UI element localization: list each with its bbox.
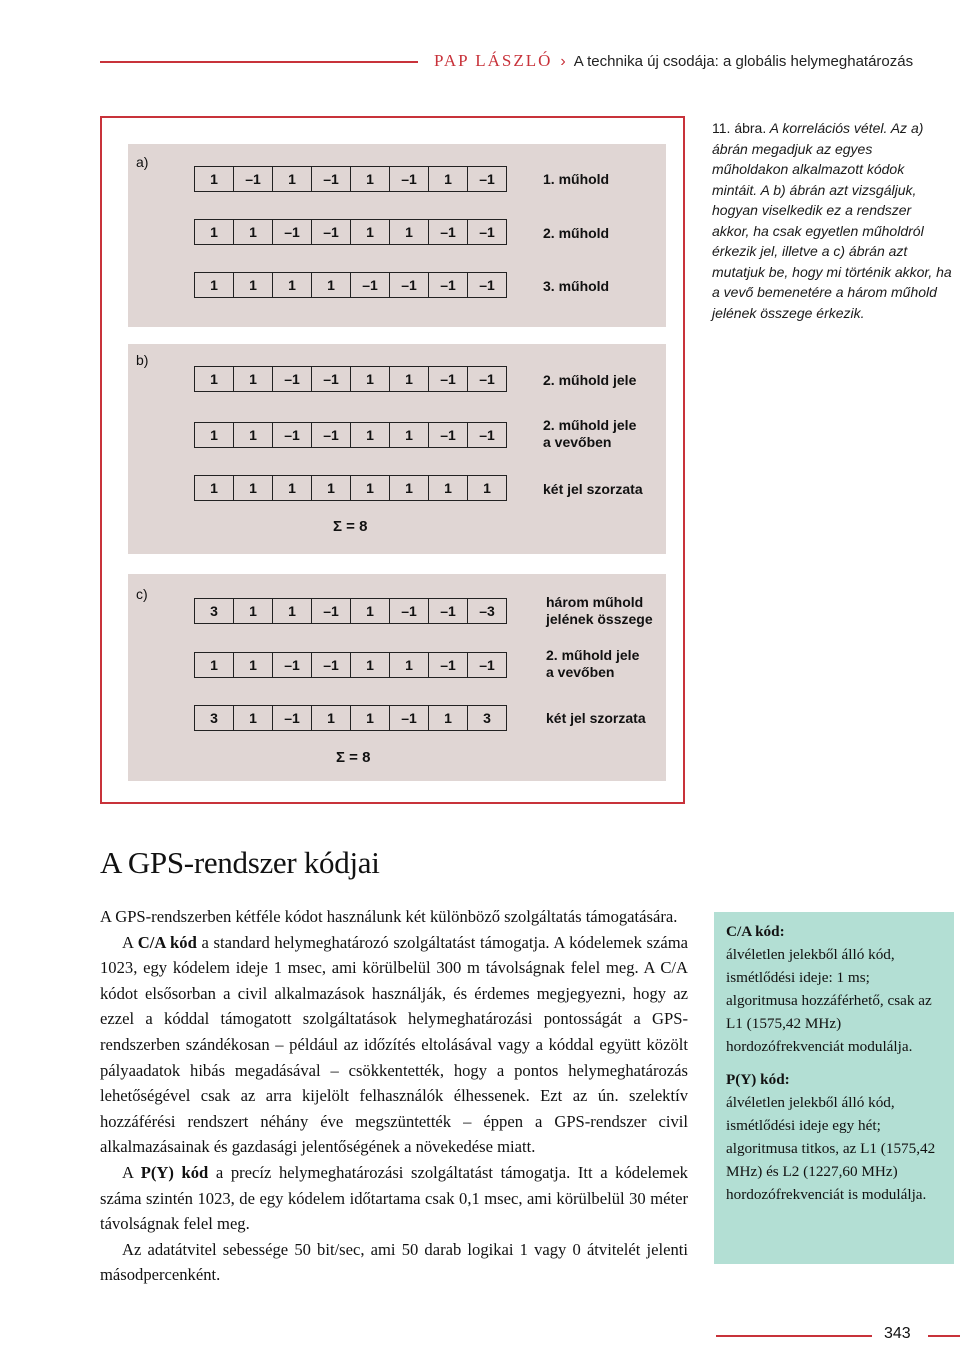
code-cell: –1 bbox=[429, 423, 468, 447]
text-run: a precíz helymeghatározási szolgáltatást támogatja. Itt a kódelemek száma szintén 1023, de egy kódelem időtartama csak 0,1 msec, ami körülbelül 30 méter távolságnak felel meg. bbox=[100, 1162, 688, 1234]
code-cell: 1 bbox=[429, 476, 468, 500]
code-cell: 1 bbox=[351, 167, 390, 191]
code-row bbox=[194, 705, 507, 731]
panel-b bbox=[128, 344, 666, 554]
code-cell: –3 bbox=[479, 603, 495, 619]
code-cell: 1 bbox=[234, 273, 273, 297]
code-cell: 1 bbox=[429, 706, 468, 730]
code-cell: 1 bbox=[234, 653, 273, 677]
code-row bbox=[194, 598, 507, 624]
row-label-line: jelének összege bbox=[546, 611, 653, 627]
chevron-right-icon: › bbox=[560, 53, 566, 70]
code-row bbox=[194, 422, 507, 448]
paragraph: A GPS-rendszerben kétféle kódot használunk két különböző szolgáltatás támogatására. bbox=[100, 907, 678, 926]
code-cell: 1 bbox=[234, 220, 273, 244]
term-py-code: P(Y) kód bbox=[140, 1162, 209, 1182]
panel-c-label: c) bbox=[136, 586, 148, 602]
row-label: 3. műhold bbox=[543, 278, 610, 294]
section-heading: A GPS-rendszer kódjai bbox=[100, 845, 380, 880]
term-ca-code: C/A kód bbox=[137, 932, 197, 952]
sum-label: Σ = 8 bbox=[333, 518, 368, 535]
code-cell: 1 bbox=[390, 367, 429, 391]
code-cell: 1 bbox=[429, 167, 468, 191]
code-cell: 1 bbox=[390, 476, 429, 500]
code-cell: –1 bbox=[479, 277, 495, 293]
row-label: 1. műhold bbox=[543, 171, 610, 187]
figure-correlation bbox=[100, 116, 685, 804]
panel-a bbox=[128, 144, 666, 327]
ca-title: C/A kód: bbox=[726, 923, 785, 940]
code-cell: 1 bbox=[312, 706, 351, 730]
row-label: két jel szorzata bbox=[546, 710, 646, 726]
footer-rule bbox=[716, 1335, 872, 1337]
code-cell: –1 bbox=[479, 657, 495, 673]
code-cell: –1 bbox=[273, 220, 312, 244]
code-cell: 1 bbox=[234, 599, 273, 623]
paragraph: Az adatátvitel sebessége 50 bit/sec, ami 50 darab logikai 1 vagy 0 átvitelét jelenti másodpercenként. bbox=[100, 1239, 688, 1285]
code-cell: 1 bbox=[273, 599, 312, 623]
text-run: a standard helymeghatározó szolgáltatást támogatja. A kódelemek száma 1023, egy kódelem ideje 1 msec, ami körülbelül 300 m távolságnak felel meg. A C/A kódot elsősorban a civil alkalmazások használják, és érdemes megjegyezni, hogy az ezzel a kóddal támogatott szolgáltatások helymeghatározási pontosságát a GPS-rendszerben szándékosan – például az időzítés eltolásával vagy a kóddal együtt közölt pályaadatok hibás megadásával – csökkentették, hogy a pontos helymeghatározás lehetőségével csak az arra kijelölt felhasználók élhessenek. Ezt az ún. szelektív hozzáférési rendszert néhány éve megszüntették – éppen a GPS-rendszer civil alkalmazásainak és gazdasági jelentőségének a növekedése miatt. bbox=[100, 932, 688, 1157]
code-cell: –1 bbox=[479, 171, 495, 187]
paragraph bbox=[100, 930, 688, 1160]
header-author: PAP LÁSZLÓ bbox=[434, 51, 553, 70]
code-cell: –1 bbox=[390, 273, 429, 297]
code-cell: 1 bbox=[390, 653, 429, 677]
text-run: A bbox=[122, 932, 138, 952]
code-cell: –1 bbox=[312, 423, 351, 447]
code-cell: 1 bbox=[234, 706, 273, 730]
code-row bbox=[194, 475, 507, 501]
code-cell: 1 bbox=[390, 423, 429, 447]
code-cell: –1 bbox=[429, 653, 468, 677]
code-cell: 1 bbox=[351, 423, 390, 447]
code-cell: –1 bbox=[390, 599, 429, 623]
code-cell: –1 bbox=[479, 224, 495, 240]
code-cell: –1 bbox=[273, 653, 312, 677]
code-row bbox=[194, 219, 507, 245]
code-cell: 1 bbox=[273, 167, 312, 191]
text-run: A bbox=[122, 1162, 141, 1182]
code-cell: 1 bbox=[195, 220, 234, 244]
body-text bbox=[100, 904, 688, 1288]
panel-b-label: b) bbox=[136, 352, 149, 368]
code-cell: 1 bbox=[234, 423, 273, 447]
code-cell: 1 bbox=[195, 367, 234, 391]
code-cell: 1 bbox=[195, 653, 234, 677]
code-cell: –1 bbox=[273, 706, 312, 730]
panel-a-label: a) bbox=[136, 154, 149, 170]
code-cell: –1 bbox=[312, 167, 351, 191]
row-label-line: 2. műhold jele bbox=[543, 417, 637, 433]
code-cell: –1 bbox=[429, 599, 468, 623]
code-row bbox=[194, 166, 507, 192]
figure-caption bbox=[712, 118, 952, 323]
code-cell: –1 bbox=[429, 273, 468, 297]
code-cell: 1 bbox=[195, 423, 234, 447]
code-cell: –1 bbox=[312, 367, 351, 391]
row-label-line: a vevőben bbox=[543, 434, 612, 450]
row-label-line: három műhold bbox=[546, 594, 644, 610]
code-row bbox=[194, 366, 507, 392]
header-rule bbox=[100, 61, 418, 63]
code-cell: 1 bbox=[273, 273, 312, 297]
code-cell: 1 bbox=[351, 476, 390, 500]
code-cell: 1 bbox=[273, 476, 312, 500]
footer-rule bbox=[928, 1335, 960, 1337]
code-cell: 1 bbox=[195, 273, 234, 297]
py-title: P(Y) kód: bbox=[726, 1071, 790, 1088]
page-number: 343 bbox=[884, 1325, 911, 1342]
code-cell: –1 bbox=[390, 706, 429, 730]
code-cell: –1 bbox=[312, 653, 351, 677]
code-cell: –1 bbox=[273, 423, 312, 447]
row-label bbox=[543, 417, 636, 451]
code-cell: 1 bbox=[351, 220, 390, 244]
code-cell: 1 bbox=[234, 476, 273, 500]
code-cell: –1 bbox=[429, 220, 468, 244]
code-cell: 1 bbox=[390, 220, 429, 244]
code-cell: –1 bbox=[273, 367, 312, 391]
code-cell: 3 bbox=[195, 706, 234, 730]
code-cell: 1 bbox=[195, 476, 234, 500]
caption-text: A korrelációs vétel. Az a) ábrán megadjuk az egyes műholdakon alkalmazott kódok mintáit. A b) ábrán azt vizsgáljuk, hogyan viselkedik ez a rendszer akkor, ha csak egyetlen műholdról érkezik jel, illetve a c) ábrán azt mutatjuk be, hogy mi történik akkor, ha a vevő bemenetére a három műhold jelének összege érkezik. bbox=[712, 120, 952, 321]
code-cell: 1 bbox=[483, 480, 491, 496]
ca-text: álvéletlen jelekből álló kód, ismétlődési ideje: 1 ms; algoritmusa hozzáférhető, csak az L1 (1575,42 MHz) hordozófrekvenciát modulálja. bbox=[726, 946, 932, 1055]
row-label bbox=[546, 647, 639, 681]
code-cell: 1 bbox=[351, 653, 390, 677]
row-label-line: a vevőben bbox=[546, 664, 615, 680]
code-cell: –1 bbox=[479, 427, 495, 443]
code-cell: 1 bbox=[312, 273, 351, 297]
code-cell: –1 bbox=[479, 371, 495, 387]
row-label bbox=[546, 594, 653, 628]
code-cell: –1 bbox=[351, 273, 390, 297]
code-cell: 1 bbox=[351, 367, 390, 391]
code-cell: –1 bbox=[234, 167, 273, 191]
code-row bbox=[194, 652, 507, 678]
code-cell: 1 bbox=[351, 599, 390, 623]
row-label: 2. műhold bbox=[543, 225, 610, 241]
code-cell: 1 bbox=[351, 706, 390, 730]
code-cell: –1 bbox=[312, 599, 351, 623]
code-cell: 1 bbox=[195, 167, 234, 191]
code-cell: 1 bbox=[234, 367, 273, 391]
code-row bbox=[194, 272, 507, 298]
code-cell: –1 bbox=[429, 367, 468, 391]
code-cell: –1 bbox=[390, 167, 429, 191]
running-header bbox=[434, 51, 913, 71]
code-cell: 3 bbox=[195, 599, 234, 623]
py-text: álvéletlen jelekből álló kód, ismétlődési ideje egy hét; algoritmusa titkos, az L1 (1575,42 MHz) és L2 (1227,60 MHz) hordozófrekvenciát is modulálja. bbox=[726, 1094, 936, 1203]
row-label-line: 2. műhold jele bbox=[546, 647, 640, 663]
code-cell: –1 bbox=[312, 220, 351, 244]
caption-number: 11. ábra. bbox=[712, 120, 767, 136]
panel-c bbox=[128, 574, 666, 781]
paragraph bbox=[100, 1160, 688, 1237]
row-label: két jel szorzata bbox=[543, 481, 643, 497]
code-cell: 1 bbox=[312, 476, 351, 500]
definition-box bbox=[714, 912, 954, 1264]
sum-label: Σ = 8 bbox=[336, 749, 371, 766]
code-cell: 3 bbox=[483, 710, 491, 726]
row-label: 2. műhold jele bbox=[543, 372, 637, 388]
header-subtitle: A technika új csodája: a globális helymeghatározás bbox=[573, 53, 914, 70]
